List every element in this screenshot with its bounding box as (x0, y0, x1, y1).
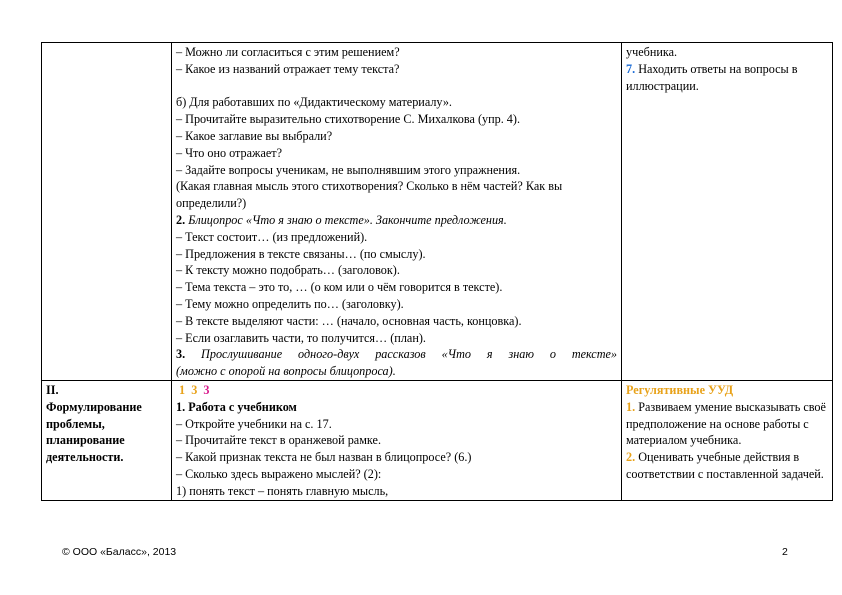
question-line: – Какой признак текста не был назван в блицопросе? (6.) (176, 450, 472, 465)
stage-title-line: проблемы, (46, 416, 105, 431)
answer-line: – В тексте выделяют части: … (начало, основная часть, концовка). (176, 313, 522, 328)
task-number: 3. (176, 347, 186, 362)
activity-cell (172, 380, 622, 500)
lesson-plan-table (41, 42, 833, 501)
question-line: (Какая главная мысль этого стихотворения? Сколько в нём частей? Как вы определили?) (176, 179, 563, 211)
stage-number: II. (46, 382, 59, 397)
stage-cell (42, 43, 172, 381)
outcome-number: 1. (626, 399, 636, 414)
question-line: – Что оно отражает? (176, 145, 283, 160)
outcome-heading: Регулятивные УУД (626, 382, 734, 397)
task-heading (176, 212, 617, 229)
slide-marks (176, 382, 617, 399)
answer-line: – Тему можно определить по… (заголовку). (176, 296, 404, 311)
task-heading (176, 346, 617, 363)
outcome-text: Находить ответы на вопросы в иллюстрации. (626, 61, 798, 93)
task-number: 2. (176, 212, 186, 227)
page-number: 2 (782, 546, 788, 558)
question-line: – Сколько здесь выражено мыслей? (2): (176, 466, 382, 481)
task-title: Прослушивание одного-двух рассказов «Что я знаю о тексте» (201, 347, 617, 362)
activity-cell (172, 43, 622, 381)
stage-title-line: планирование (46, 433, 125, 448)
task-heading: 1. Работа с учебником (176, 399, 297, 414)
question-line: – Задайте вопросы ученикам, не выполнявшим этого упражнения. (176, 162, 521, 177)
outcome-number: 2. (626, 450, 636, 465)
outcome-item (626, 449, 828, 483)
outcome-line: учебника. (626, 45, 678, 59)
outcome-text: Развиваем умение высказывать своё предположение на основе работы с материалом учебника. (626, 399, 826, 448)
outcome-cell (622, 380, 833, 500)
outcome-number: 7. (626, 61, 636, 76)
stage-title-line: Формулирование (46, 399, 142, 414)
answer-line: – Тема текста – это то, … (о ком или о чём говорится в тексте). (176, 280, 503, 295)
copyright-footer: © ООО «Баласс», 2013 (62, 546, 177, 558)
answer-line: – К тексту можно подобрать… (заголовок). (176, 263, 400, 278)
section-line: б) Для работавших по «Дидактическому материалу». (176, 95, 452, 110)
outcome-item (626, 399, 828, 449)
outcome-item (626, 61, 828, 95)
answer-line: – Текст состоит… (из предложений). (176, 229, 368, 244)
question-line: – Можно ли согласиться с этим решением? (176, 45, 400, 59)
task-note: (можно с опорой на вопросы блицопроса). (176, 364, 396, 379)
table-row (42, 380, 833, 500)
question-line: – Прочитайте выразительно стихотворение С. Михалкова (упр. 4). (176, 112, 521, 127)
table-row (42, 43, 833, 381)
outcome-cell (622, 43, 833, 381)
question-line: – Прочитайте текст в оранжевой рамке. (176, 433, 382, 448)
stage-title-line: деятельности. (46, 450, 124, 465)
question-line: 1) понять текст – понять главную мысль, (176, 483, 389, 498)
question-line: – Какое заглавие вы выбрали? (176, 128, 333, 143)
answer-line: – Предложения в тексте связаны… (по смыслу). (176, 246, 426, 261)
slide-mark: 1 (179, 382, 186, 397)
question-line: – Какое из названий отражает тему текста? (176, 61, 400, 76)
stage-cell (42, 380, 172, 500)
outcome-text: Оценивать учебные действия в соответствии с поставленной задачей. (626, 450, 824, 481)
task-title: Блицопрос «Что я знаю о тексте». Закончите предложения. (188, 212, 507, 227)
question-line: – Откройте учебники на с. 17. (176, 416, 332, 431)
slide-mark: 3 (203, 382, 210, 397)
answer-line: – Если озаглавить части, то получится… (план). (176, 330, 426, 345)
blank-line (176, 78, 617, 95)
slide-mark: 3 (191, 382, 198, 397)
